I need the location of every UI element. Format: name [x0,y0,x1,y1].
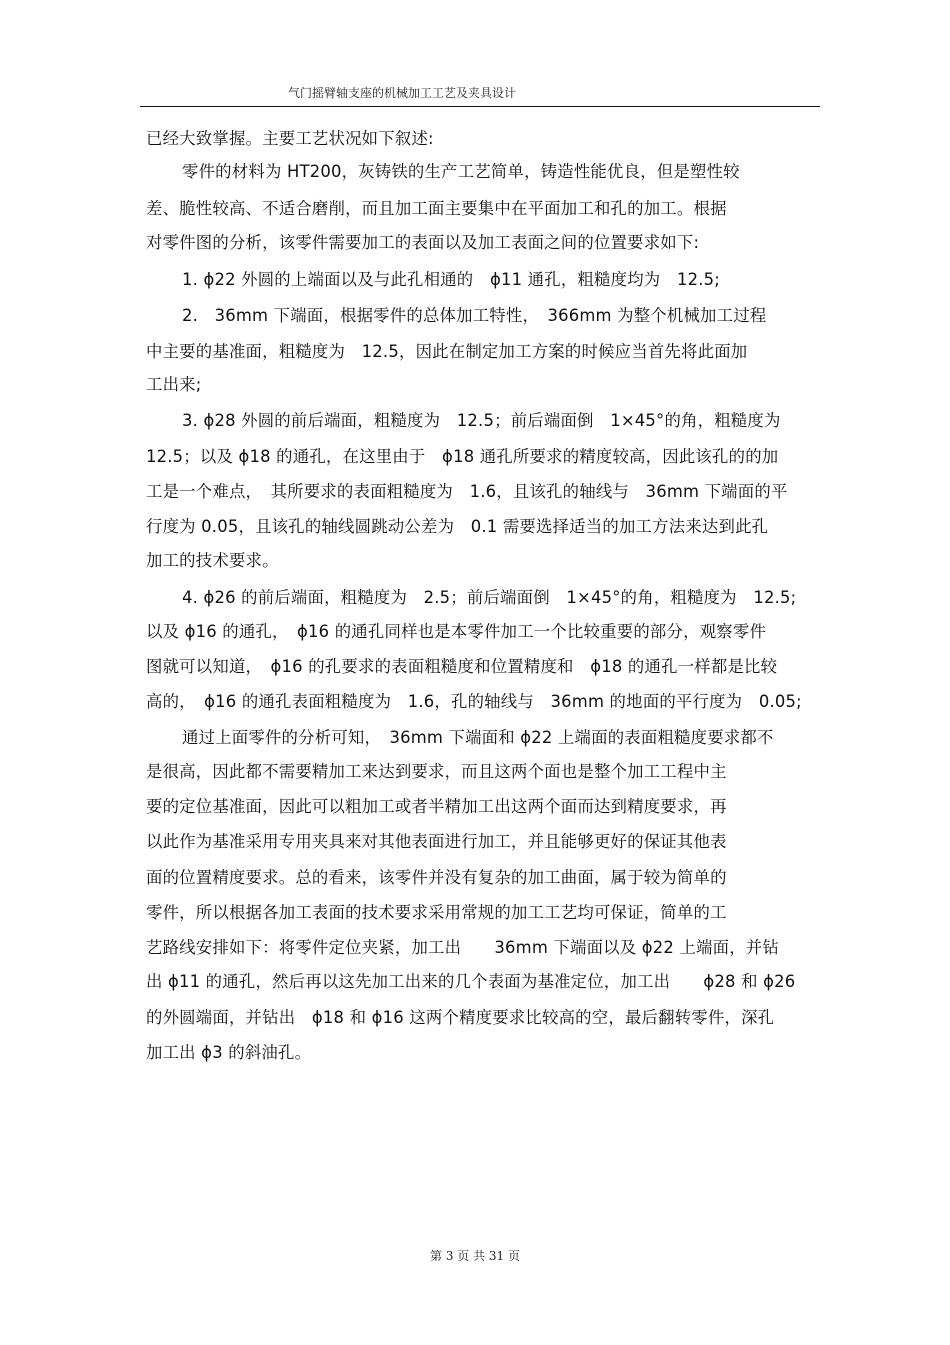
body-line: 加工出 ϕ3 的斜油孔。 [146,1043,312,1062]
body-line: 是很高，因此都不需要精加工来达到要求，而且这两个面也是整个加工工程中主 [146,762,727,781]
body-line: 图就可以知道， ϕ16 的孔要求的表面粗糙度和位置精度和 ϕ18 的通孔一样都是比较 [146,657,778,676]
body-line: 2. 36mm 下端面，根据零件的总体加工特性， 366mm 为整个机械加工过程 [182,306,767,325]
body-line: 艺路线安排如下：将零件定位夹紧，加工出 36mm 下端面以及 ϕ22 上端面，并钻 [146,938,779,957]
body-line: 加工的技术要求。 [146,551,279,570]
body-line: 通过上面零件的分析可知， 36mm 下端面和 ϕ22 上端面的表面粗糙度要求都不 [182,728,774,747]
body-line: 的外圆端面，并钻出 ϕ18 和 ϕ16 这两个精度要求比较高的空，最后翻转零件，深孔 [146,1008,775,1027]
body-line: 零件，所以根据各加工表面的技术要求采用常规的加工工艺均可保证，简单的工 [146,903,727,922]
body-line: 12.5；以及 ϕ18 的通孔，在这里由于 ϕ18 通孔所要求的精度较高，因此该孔的的加 [146,447,779,466]
body-line: 中主要的基准面，粗糙度为 12.5，因此在制定加工方案的时候应当首先将此面加 [146,342,748,361]
body-line: 面的位置精度要求。总的看来，该零件并没有复杂的加工曲面，属于较为简单的 [146,868,727,887]
body-line: 3. ϕ28 外圆的前后端面，粗糙度为 12.5；前后端面倒 1×45°的角，粗糙度为 [182,411,781,430]
body-line: 要的定位基准面，因此可以粗加工或者半精加工出这两个面而达到精度要求，再 [146,797,727,816]
body-line: 4. ϕ26 的前后端面，粗糙度为 2.5；前后端面倒 1×45°的角，粗糙度为 12.5; [182,588,797,607]
body-line: 差、脆性较高、不适合磨削，而且加工面主要集中在平面加工和孔的加工。根据 [146,199,727,218]
body-line: 以及 ϕ16 的通孔， ϕ16 的通孔同样也是本零件加工一个比较重要的部分，观察零件 [146,622,767,641]
page-header-title: 气门摇臂轴支座的机械加工工艺及夹具设计 [288,86,517,100]
body-line: 行度为 0.05，且该孔的轴线圆跳动公差为 0.1 需要选择适当的加工方法来达到此孔 [146,517,769,536]
body-line: 零件的材料为 HT200，灰铸铁的生产工艺简单，铸造性能优良，但是塑性较 [182,162,740,181]
body-line: 已经大致掌握。主要工艺状况如下叙述: [146,129,434,148]
body-line: 出 ϕ11 的通孔，然后再以这先加工出来的几个表面为基准定位，加工出 ϕ28 和 ϕ26 [146,972,796,991]
body-line: 高的， ϕ16 的通孔表面粗糙度为 1.6，孔的轴线与 36mm 的地面的平行度为 0.05; [146,692,802,711]
page-number-footer: 第 3 页 共 31 页 [430,1249,520,1263]
header-divider [140,106,820,107]
body-line: 以此作为基准采用专用夹具来对其他表面进行加工，并且能够更好的保证其他表 [146,832,727,851]
body-line: 对零件图的分析，该零件需要加工的表面以及加工表面之间的位置要求如下: [146,233,700,252]
body-line: 工出来; [146,375,202,394]
body-line: 1. ϕ22 外圆的上端面以及与此孔相通的 ϕ11 通孔，粗糙度均为 12.5; [182,270,720,289]
body-line: 工是一个难点， 其所要求的表面粗糙度为 1.6，且该孔的轴线与 36mm 下端面的平 [146,482,788,501]
